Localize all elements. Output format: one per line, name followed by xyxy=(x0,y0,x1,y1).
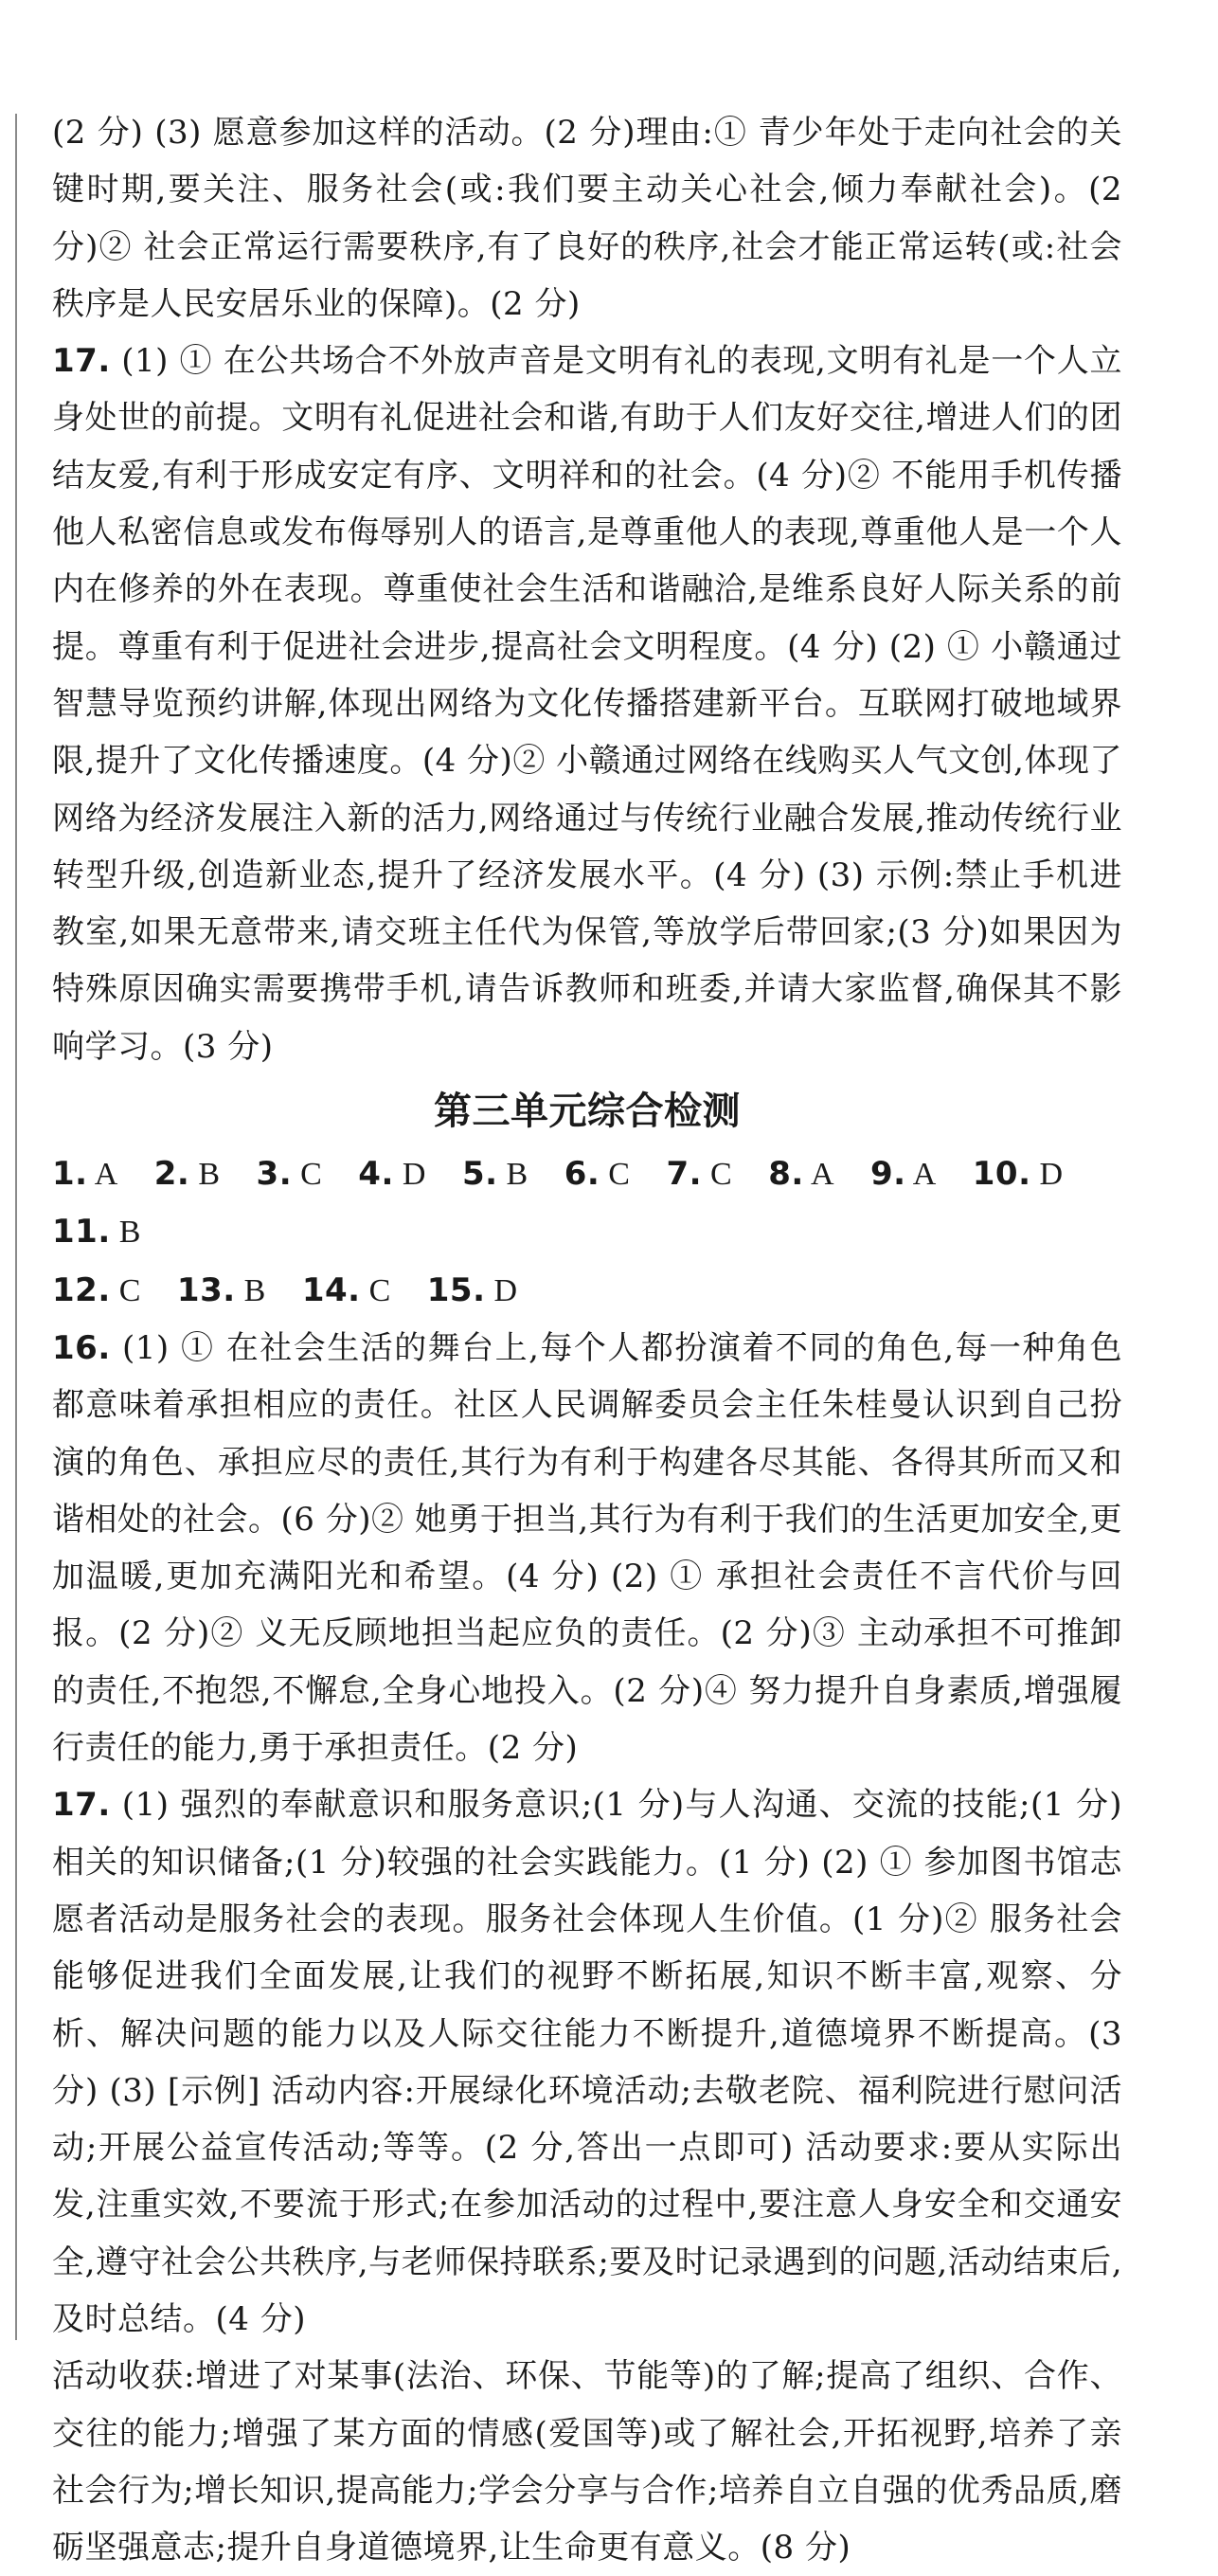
mc-answer xyxy=(52,1203,141,1261)
mc-answer xyxy=(358,1145,426,1203)
mc-question-number: 6. xyxy=(564,1155,600,1194)
mc-answer xyxy=(768,1145,834,1203)
mc-answer-letter: D xyxy=(493,1272,518,1308)
mc-answer-letter: C xyxy=(118,1272,141,1308)
mc-answer xyxy=(564,1145,631,1203)
mc-answer-letter: C xyxy=(368,1272,391,1308)
mc-question-number: 5. xyxy=(461,1155,498,1194)
mc-answer xyxy=(302,1262,391,1320)
mc-answer-letter: D xyxy=(1039,1157,1064,1193)
mc-question-number: 1. xyxy=(52,1155,88,1194)
continued-answer-text: (2 分) (3) 愿意参加这样的活动。(2 分)理由:① 青少年处于走向社会的关键时期,要关注、服务社会(或:我们要主动关心社会,倾力奉献社会)。(2 分)② 社会正常运行需要秩序,有了良好的秩序,社会才能正常运转(或:社会秩序是人民安居乐业的保障)。(2 分) xyxy=(52,114,1122,323)
mc-question-number: 11. xyxy=(52,1213,111,1252)
continued-answer-paragraph xyxy=(52,104,1122,333)
question-16-number: 16. xyxy=(52,1328,111,1367)
mc-answer-letter: C xyxy=(608,1157,631,1193)
mc-answer-letter: A xyxy=(94,1157,118,1193)
mc-question-number: 9. xyxy=(870,1155,906,1194)
question-16-answer xyxy=(52,1320,1122,1776)
mc-answer xyxy=(870,1145,937,1203)
answer-key-page xyxy=(52,104,1122,2576)
mc-answer-letter: A xyxy=(810,1157,834,1193)
mc-answer xyxy=(52,1145,118,1203)
answers-row-1 xyxy=(52,1145,1122,1262)
mc-question-number: 3. xyxy=(256,1155,293,1194)
mc-question-number: 10. xyxy=(972,1155,1031,1194)
mc-answer xyxy=(177,1262,266,1320)
mc-question-number: 8. xyxy=(768,1155,804,1194)
mc-question-number: 13. xyxy=(176,1270,236,1309)
question-17-number: 17. xyxy=(52,342,111,381)
mc-answer xyxy=(427,1262,518,1320)
left-margin-rule xyxy=(15,114,17,2340)
mc-answer xyxy=(462,1145,528,1203)
question-17-answer xyxy=(52,333,1122,1075)
mc-answer xyxy=(973,1145,1064,1203)
mc-question-number: 4. xyxy=(358,1155,394,1194)
mc-answer-letter: B xyxy=(198,1157,221,1193)
mc-answer-letter: A xyxy=(912,1157,937,1193)
mc-answer xyxy=(666,1145,732,1203)
question-17-text: (1) ① 在公共场合不外放声音是文明有礼的表现,文明有礼是一个人立身处世的前提。文明有礼促进社会和谐,有助于人们友好交往,增进人们的团结友爱,有利于形成安定有序、文明祥和的社会。(4 分)② 不能用手机传播他人私密信息或发布侮辱别人的语言,是尊重他人的表现,尊重他人是一个人内在修养的外在表现。尊重使社会生活和谐融洽,是维系良好人际关系的前提。尊重有利于促进社会进步,提高社会文明程度。(4 分) (2) ① 小赣通过智慧导览预约讲解,体现出网络为文化传播搭建新平台。互联网打破地域界限,提升了文化传播速度。(4 分)② 小赣通过网络在线购买人气文创,体现了网络为经济发展注入新的活力,网络通过与传统行业融合发展,推动传统行业转型升级,创造新业态,提升了经济发展水平。(4 分) (3) 示例:禁止手机进教室,如果无意带来,请交班主任代为保管,等放学后带回家;(3 分)如果因为特殊原因确实需要携带手机,请告诉教师和班委,并请大家监督,确保其不影响学习。(3 分) xyxy=(52,342,1122,1066)
mc-answer-letter: D xyxy=(402,1157,426,1193)
mc-answer-letter: B xyxy=(118,1215,141,1251)
question-17b-answer xyxy=(52,1776,1122,2348)
mc-question-number: 2. xyxy=(153,1155,190,1194)
question-17b-number: 17. xyxy=(52,1786,111,1825)
mc-answer xyxy=(257,1145,323,1203)
mc-answer xyxy=(52,1262,141,1320)
question-17b-harvest xyxy=(52,2348,1122,2576)
mc-question-number: 12. xyxy=(52,1270,111,1309)
mc-answer-letter: C xyxy=(710,1157,733,1193)
section-title: 第三单元综合检测 xyxy=(434,1090,741,1134)
question-17b-harvest-text: 活动收获:增进了对某事(法治、环保、节能等)的了解;提高了组织、合作、交往的能力;增强了某方面的情感(爱国等)或了解社会,开拓视野,培养了亲社会行为;增长知识,提高能力;学会分享与合作;培养自立自强的优秀品质,磨砺坚强意志;提升自身道德境界,让生命更有意义。(8 分) xyxy=(52,2357,1122,2567)
question-16-text: (1) ① 在社会生活的舞台上,每个人都扮演着不同的角色,每一种角色都意味着承担相应的责任。社区人民调解委员会主任朱桂曼认识到自己扮演的角色、承担应尽的责任,其行为有利于构建各尽其能、各得其所而又和谐相处的社会。(6 分)② 她勇于担当,其行为有利于我们的生活更加安全,更加温暖,更加充满阳光和希望。(4 分) (2) ① 承担社会责任不言代价与回报。(2 分)② 义无反顾地担当起应负的责任。(2 分)③ 主动承担不可推卸的责任,不抱怨,不懈怠,全身心地投入。(2 分)④ 努力提升自身素质,增强履行责任的能力,勇于承担责任。(2 分) xyxy=(52,1328,1122,1768)
multiple-choice-answers xyxy=(52,1145,1122,1320)
mc-question-number: 15. xyxy=(426,1270,486,1309)
mc-answer-letter: B xyxy=(506,1157,528,1193)
answers-row-2 xyxy=(52,1262,1122,1320)
mc-question-number: 14. xyxy=(301,1270,361,1309)
mc-answer-letter: B xyxy=(243,1272,266,1308)
question-17b-text: (1) 强烈的奉献意识和服务意识;(1 分)与人沟通、交流的技能;(1 分)相关的知识储备;(1 分)较强的社会实践能力。(1 分) (2) ① 参加图书馆志愿者活动是服务社会的表现。服务社会体现人生价值。(1 分)② 服务社会能够促进我们全面发展,让我们的视野不断拓展,知识不断丰富,观察、分析、解决问题的能力以及人际交往能力不断提升,道德境界不断提高。(3 分) (3) [示例] 活动内容:开展绿化环境活动;去敬老院、福利院进行慰问活动;开展公益宣传活动;等等。(2 分,答出一点即可) 活动要求:要从实际出发,注重实效,不要流于形式;在参加活动的过程中,要注意人身安全和交通安全,遵守社会公共秩序,与老师保持联系;要及时记录遇到的问题,活动结束后,及时总结。(4 分) xyxy=(52,1786,1122,2338)
mc-answer-letter: C xyxy=(300,1157,323,1193)
mc-question-number: 7. xyxy=(666,1155,703,1194)
mc-answer xyxy=(154,1145,221,1203)
